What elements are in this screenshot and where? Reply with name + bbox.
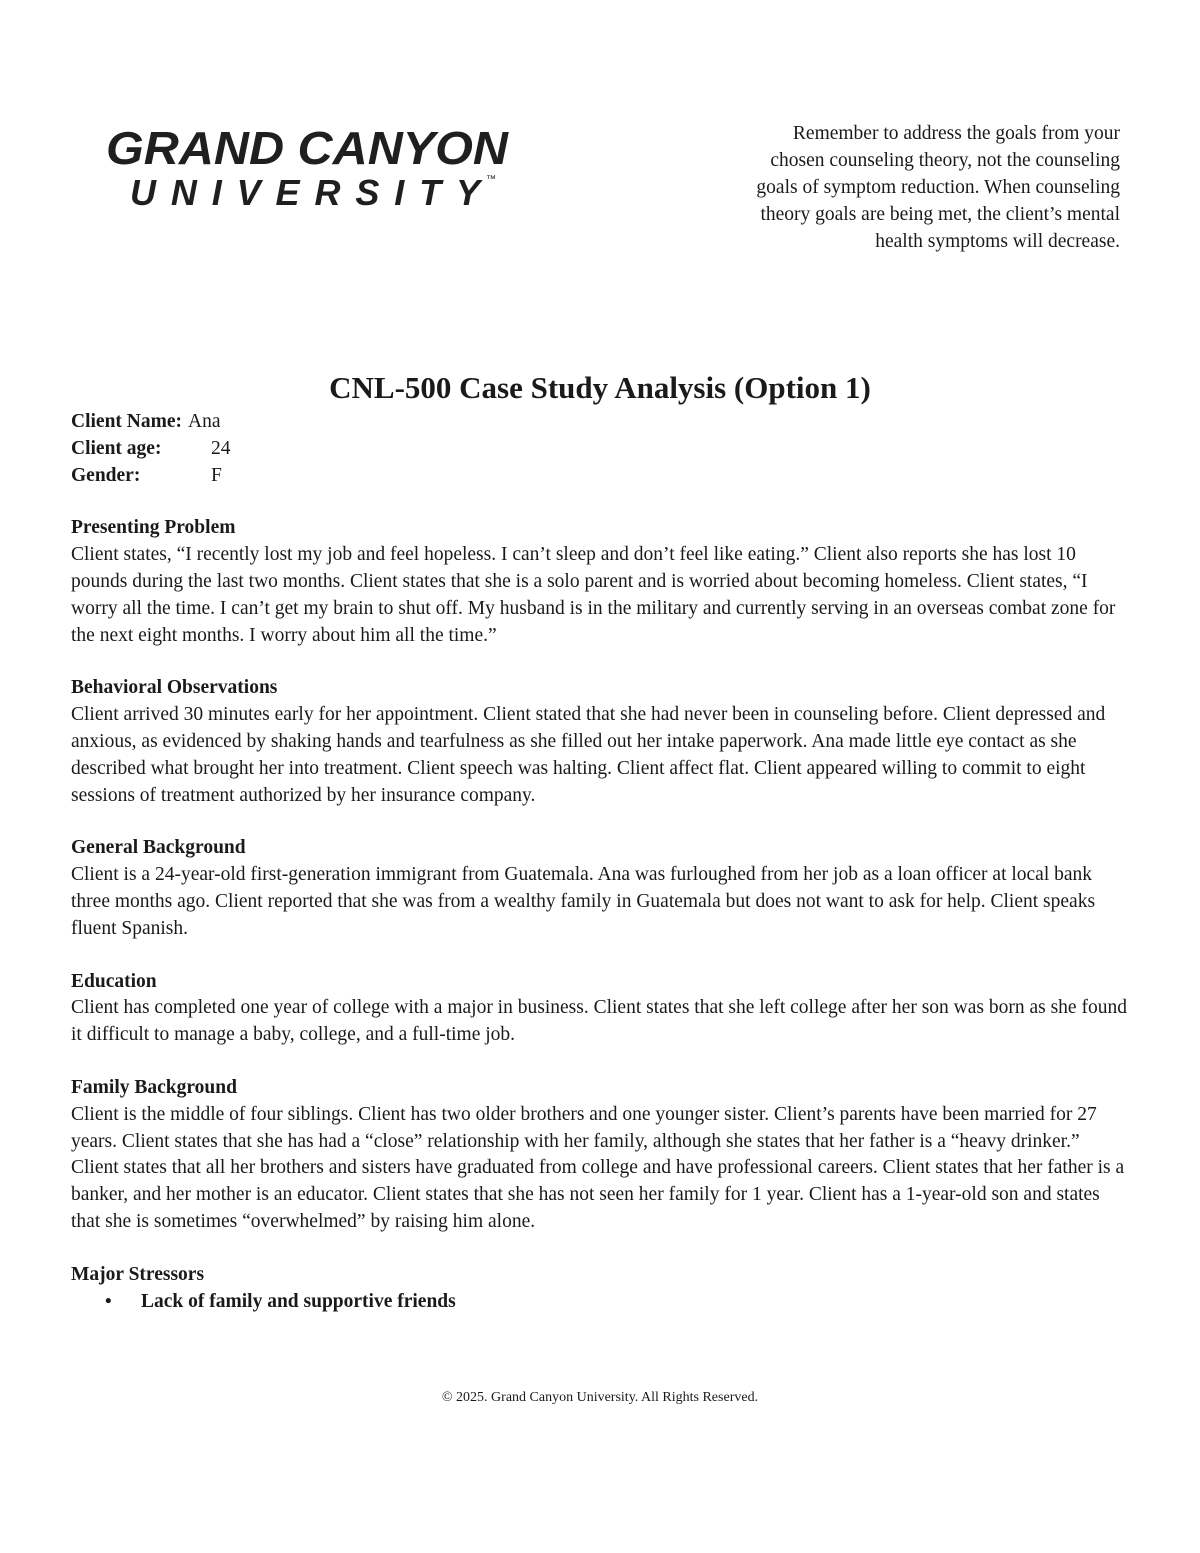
section-education [71, 969, 1131, 1049]
section-body: Client is a 24-year-old first-generation immigrant from Guatemala. Ana was furloughed from her job as a loan officer at local bank three months ago. Client reported that she was from a wealthy family in Guatemala but does not want to ask for help. Client speaks fluent Spanish. [71, 864, 1096, 939]
client-gender-value: F [211, 464, 222, 486]
section-body: Client states, “I recently lost my job and feel hopeless. I can’t sleep and don’t feel like eating.” Client also reports she has lost 10 pounds during the last two months. Client states that she is a solo parent and is worried about becoming homeless. Client states, “I worry all the time. I can’t get my brain to shut off. My husband is in the military and currently serving in an overseas combat zone for the next eight months. I worry about him all the time.” [71, 544, 1116, 646]
section-behavioral-observations [71, 675, 1131, 809]
client-info [71, 409, 1131, 489]
logo-line-2: UNIVERSITY [130, 172, 480, 213]
client-name-label: Client Name: [71, 411, 183, 432]
section-heading: Major Stressors [71, 1263, 205, 1285]
section-heading: Family Background [71, 1076, 237, 1098]
reminder-line: chosen counseling theory, not the counseling [770, 150, 1120, 171]
section-heading: Education [71, 970, 157, 992]
section-major-stressors [71, 1262, 1131, 1316]
client-age-label: Client age: [71, 437, 162, 459]
copyright-footer: © 2025. Grand Canyon University. All Rights Reserved. [441, 1390, 759, 1405]
section-heading: General Background [71, 837, 246, 859]
client-name-row [71, 409, 1131, 436]
bullet-icon: • [105, 1290, 112, 1312]
list-item [71, 1289, 1131, 1316]
section-presenting-problem [71, 515, 1131, 649]
document-title: CNL-500 Case Study Analysis (Option 1) [329, 370, 871, 405]
list-item-text: Lack of family and supportive friends [141, 1290, 456, 1312]
client-gender-label: Gender: [71, 464, 141, 486]
logo-line-1: GRAND CANYON [106, 124, 509, 174]
logo-graphic [104, 124, 514, 216]
section-body: Client is the middle of four siblings. Client has two older brothers and one younger sister. Client’s parents have been married for 27 years. Client states that she has had a “close” relationship with her family, although she states that her father is a “heavy drinker.” Client states that all her brothers and sisters have graduated from college and have professional careers. Client states that her father is a banker, and her mother is an educator. Client states that she has not seen her family for 1 year. Client has a 1-year-old son and states that she is sometimes “overwhelmed” by raising him alone. [71, 1103, 1125, 1232]
stressor-list [71, 1289, 1131, 1316]
client-age-row [71, 436, 1131, 463]
logo-trademark: ™ [486, 174, 496, 185]
reminder-note [640, 120, 1120, 255]
section-body: Client arrived 30 minutes early for her appointment. Client stated that she had never been in counseling before. Client depressed and anxious, as evidenced by shaking hands and tearfulness as she filled out her intake paperwork. Ana made little eye contact as she described what brought her into treatment. Client speech was halting. Client affect flat. Client appeared willing to commit to eight sessions of treatment authorized by her insurance company. [71, 704, 1106, 806]
section-general-background [71, 835, 1131, 942]
reminder-line: goals of symptom reduction. When counseling [756, 177, 1120, 198]
reminder-line: health symptoms will decrease. [875, 231, 1120, 252]
client-name-value: Ana [188, 411, 221, 432]
section-heading: Presenting Problem [71, 517, 236, 539]
university-logo [104, 124, 514, 216]
section-family-background [71, 1075, 1131, 1236]
document-body [71, 409, 1131, 1315]
client-age-value: 24 [211, 437, 231, 459]
section-body: Client has completed one year of college with a major in business. Client states that she left college after her son was born as she found it difficult to manage a baby, college, and a full-time job. [71, 997, 1127, 1046]
reminder-line: Remember to address the goals from your [792, 123, 1120, 144]
client-gender-row [71, 463, 1131, 490]
section-heading: Behavioral Observations [71, 677, 278, 699]
reminder-line: theory goals are being met, the client’s mental [760, 204, 1120, 225]
